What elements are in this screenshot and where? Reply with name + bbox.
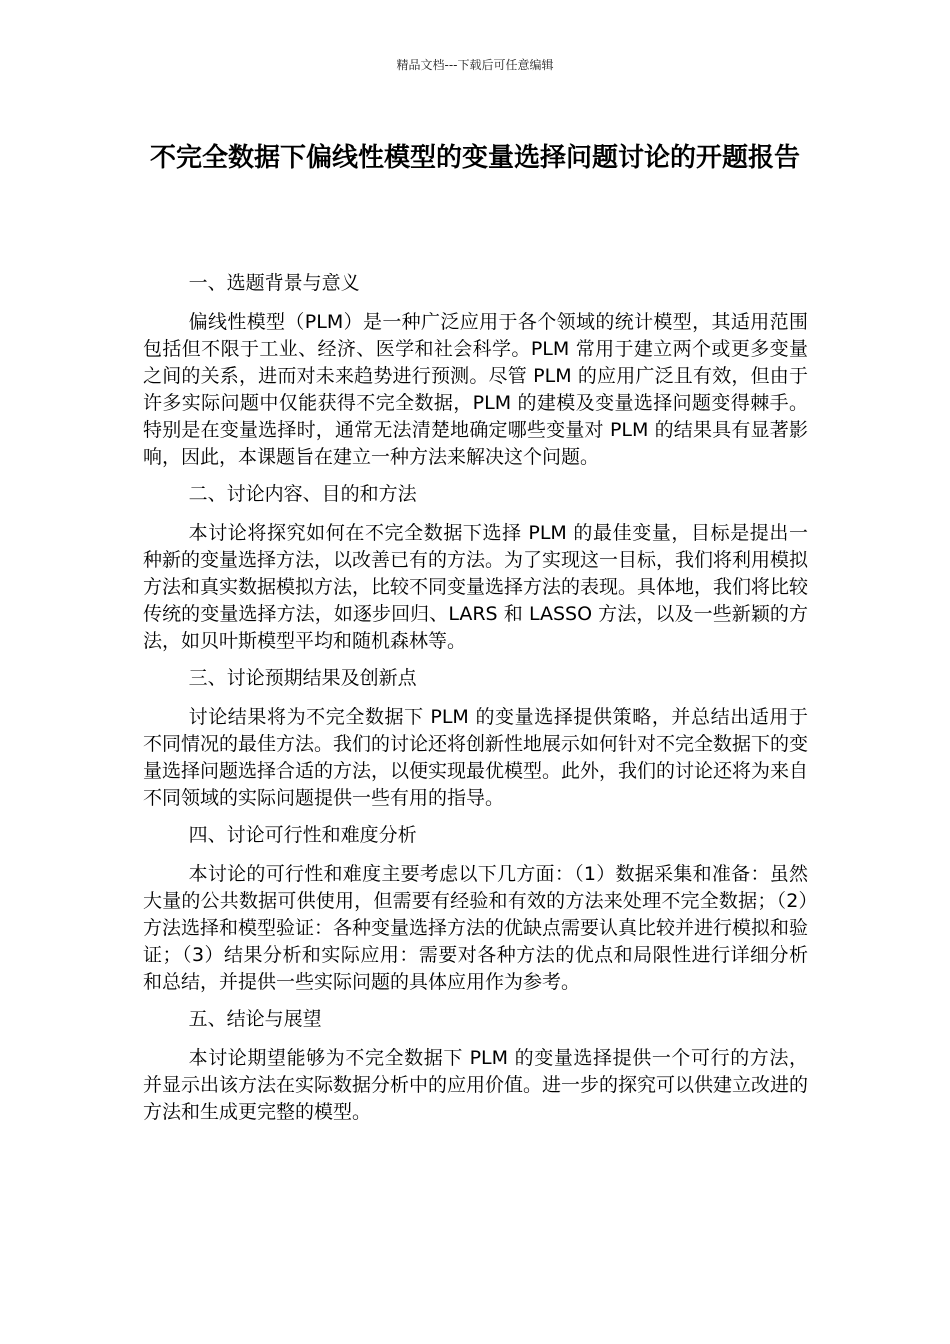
section-paragraph: 本讨论将探究如何在不完全数据下选择 PLM 的最佳变量，目标是提出一种新的变量选择方法，以改善已有的方法。为了实现这一目标，我们将利用模拟方法和真实数据模拟方法，比较不同变量选择方法的表现。具体地，我们将比较传统的变量选择方法，如逐步回归、LARS 和 LASSO 方法，以及一些新颖的方法，如贝叶斯模型平均和随机森林等。 bbox=[143, 522, 809, 652]
section-heading: 二、讨论内容、目的和方法 bbox=[188, 483, 417, 505]
header-note: 精品文档---下载后可任意编辑 bbox=[396, 58, 554, 72]
section-paragraph: 本讨论期望能够为不完全数据下 PLM 的变量选择提供一个可行的方法，并显示出该方法在实际数据分析中的应用价值。进一步的探究可以供建立改进的方法和生成更完整的模型。 bbox=[143, 1047, 809, 1123]
section-heading: 五、结论与展望 bbox=[188, 1008, 322, 1030]
section-paragraph: 偏线性模型（PLM）是一种广泛应用于各个领域的统计模型，其适用范围包括但不限于工业、经济、医学和社会科学。PLM 常用于建立两个或更多变量之间的关系，进而对未来趋势进行预测。尽管 PLM 的应用广泛且有效，但由于许多实际问题中仅能获得不完全数据，PLM 的建模及变量选择问题变得棘手。特别是在变量选择时，通常无法清楚地确定哪些变量对 PLM 的结果具有显著影响，因此，本课题旨在建立一种方法来解决这个问题。 bbox=[143, 311, 808, 468]
section-heading: 一、选题背景与意义 bbox=[188, 272, 360, 294]
document-body bbox=[143, 270, 808, 1126]
document-title: 不完全数据下偏线性模型的变量选择问题讨论的开题报告 bbox=[149, 143, 800, 173]
section-heading: 四、讨论可行性和难度分析 bbox=[188, 824, 417, 846]
section-paragraph: 讨论结果将为不完全数据下 PLM 的变量选择提供策略，并总结出适用于不同情况的最佳方法。我们的讨论还将创新性地展示如何针对不完全数据下的变量选择问题选择合适的方法，以便实现最优模型。此外，我们的讨论还将为来自不同领域的实际问题提供一些有用的指导。 bbox=[143, 706, 809, 809]
section-heading: 三、讨论预期结果及创新点 bbox=[188, 667, 417, 689]
section-paragraph: 本讨论的可行性和难度主要考虑以下几方面：（1）数据采集和准备：虽然大量的公共数据可供使用，但需要有经验和有效的方法来处理不完全数据；（2）方法选择和模型验证：各种变量选择方法的优缺点需要认真比较并进行模拟和验证；（3）结果分析和实际应用：需要对各种方法的优点和局限性进行详细分析和总结，并提供一些实际问题的具体应用作为参考。 bbox=[143, 863, 809, 993]
